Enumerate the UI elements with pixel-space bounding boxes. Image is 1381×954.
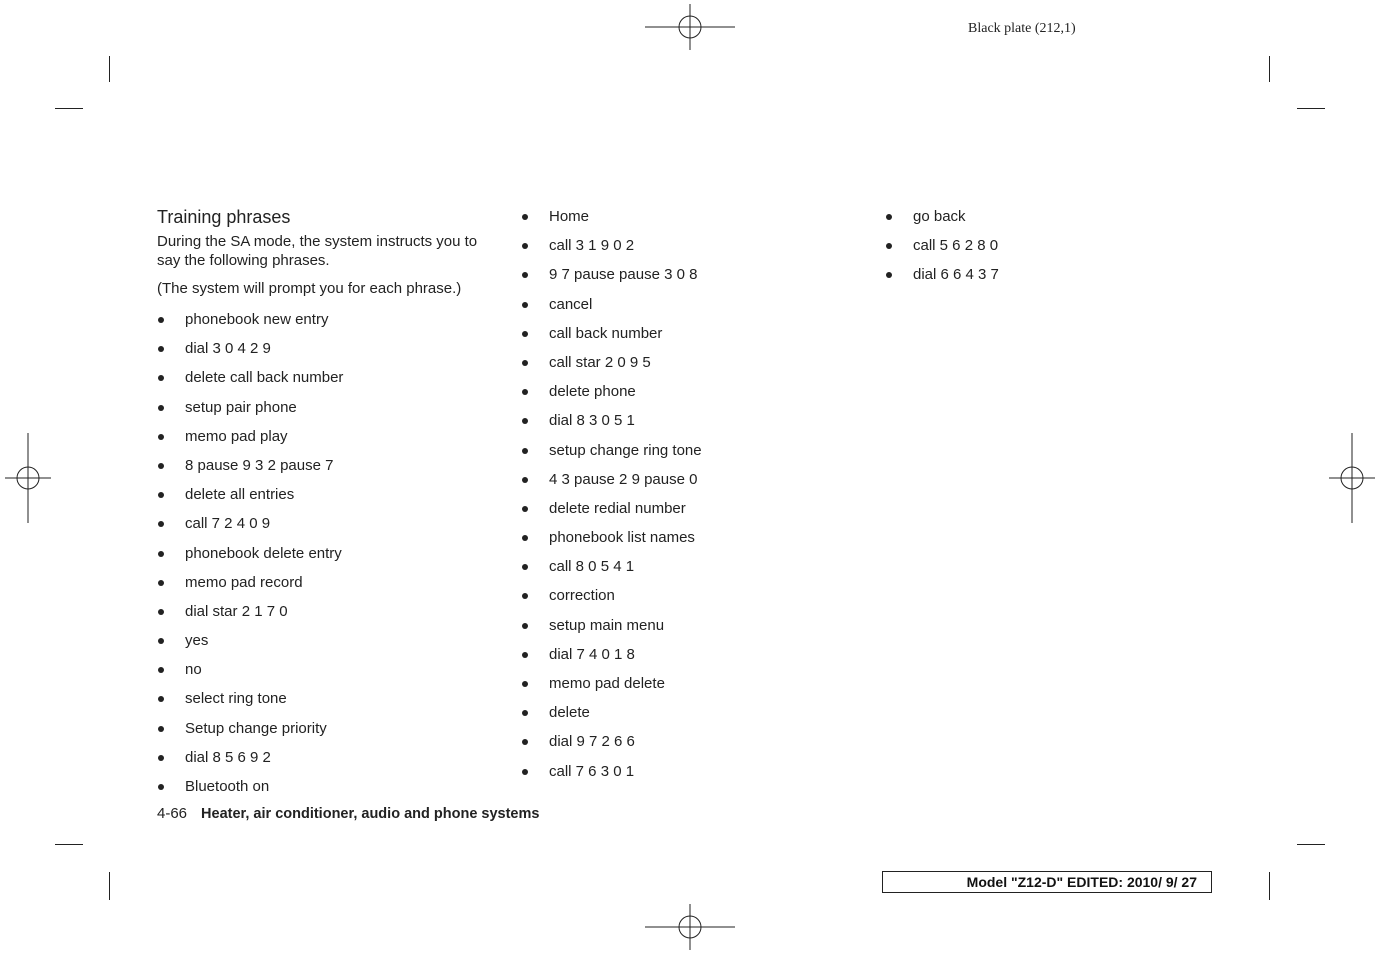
bullet-icon: [158, 551, 164, 557]
list-item: [521, 557, 702, 586]
phrase-text: delete all entries: [185, 486, 295, 504]
phrase-text: delete redial number: [549, 499, 686, 517]
crop-mark: [55, 108, 83, 109]
list-item: [157, 631, 343, 660]
phrase-list-column-1: [157, 310, 343, 806]
list-item: [157, 368, 343, 397]
phrase-text: call back number: [549, 324, 663, 342]
bullet-icon: [886, 214, 892, 220]
bullet-icon: [522, 360, 528, 366]
list-item: [157, 310, 343, 339]
list-item: [885, 265, 999, 294]
phrase-text: 8 pause 9 3 2 pause 7: [185, 456, 334, 474]
list-item: [157, 514, 343, 543]
bullet-icon: [522, 506, 528, 512]
registration-mark-icon: [1329, 433, 1375, 523]
phrase-text: dial 6 6 4 3 7: [913, 266, 999, 284]
phrase-text: phonebook delete entry: [185, 544, 342, 562]
phrase-text: memo pad record: [185, 573, 303, 591]
list-item: [157, 544, 343, 573]
phrase-text: delete: [549, 704, 590, 722]
phrase-text: Setup change priority: [185, 719, 327, 737]
list-item: [521, 324, 702, 353]
page-number: 4-66: [157, 805, 188, 822]
bullet-icon: [158, 434, 164, 440]
bullet-icon: [522, 302, 528, 308]
bullet-icon: [158, 405, 164, 411]
bullet-icon: [158, 346, 164, 352]
bullet-icon: [522, 535, 528, 541]
phrase-text: go back: [913, 208, 966, 225]
phrase-text: 4 3 pause 2 9 pause 0: [549, 470, 698, 488]
phrase-text: call 3 1 9 0 2: [549, 237, 635, 255]
bullet-icon: [522, 418, 528, 424]
list-item: [521, 470, 702, 499]
bullet-icon: [522, 710, 528, 716]
plate-label: Black plate (212,1): [968, 21, 1076, 36]
bullet-icon: [522, 769, 528, 775]
list-item: [521, 411, 702, 440]
phrase-list-column-3: [885, 207, 999, 295]
bullet-icon: [158, 726, 164, 732]
phrase-text: memo pad play: [185, 427, 288, 445]
bullet-icon: [522, 593, 528, 599]
bullet-icon: [158, 521, 164, 527]
phrase-text: call 7 2 4 0 9: [185, 515, 271, 533]
list-item: [521, 586, 702, 615]
list-item: [157, 485, 343, 514]
bullet-icon: [522, 272, 528, 278]
registration-mark-icon: [645, 4, 735, 50]
list-item: [521, 441, 702, 470]
phrase-text: dial 8 3 0 5 1: [549, 412, 635, 430]
list-item: [157, 719, 343, 748]
list-item: [157, 456, 343, 485]
bullet-icon: [886, 243, 892, 249]
list-item: [521, 236, 702, 265]
phrase-text: setup main menu: [549, 616, 665, 634]
bullet-icon: [158, 638, 164, 644]
list-item: [521, 762, 702, 791]
list-item: [157, 689, 343, 718]
bullet-icon: [522, 331, 528, 337]
section-heading: Training phrases: [157, 207, 291, 227]
list-item: [521, 265, 702, 294]
phrase-text: phonebook list names: [549, 529, 695, 547]
intro-paragraph: During the SA mode, the system instructs you to say the following phrases.: [157, 233, 478, 269]
phrase-text: select ring tone: [185, 690, 287, 708]
phrase-text: Home: [549, 208, 590, 225]
phrase-text: delete phone: [549, 383, 636, 401]
phrase-text: call star 2 0 9 5: [549, 353, 651, 371]
list-item: [157, 573, 343, 602]
bullet-icon: [158, 580, 164, 586]
registration-mark-icon: [645, 904, 735, 950]
list-item: [157, 602, 343, 631]
phrase-text: phonebook new entry: [185, 311, 329, 328]
crop-mark: [1269, 872, 1270, 900]
model-edited-box: Model "Z12-D" EDITED: 2010/ 9/ 27: [882, 871, 1212, 893]
list-item: [885, 207, 999, 236]
list-item: [157, 660, 343, 689]
list-item: [157, 398, 343, 427]
bullet-icon: [158, 667, 164, 673]
bullet-icon: [522, 623, 528, 629]
bullet-icon: [886, 272, 892, 278]
phrase-text: memo pad delete: [549, 675, 665, 692]
bullet-icon: [522, 564, 528, 570]
bullet-icon: [158, 609, 164, 615]
bullet-icon: [522, 214, 528, 220]
phrase-text: setup change ring tone: [549, 441, 702, 459]
list-item: [521, 207, 702, 236]
phrase-text: dial 9 7 2 6 6: [549, 733, 635, 751]
phrase-text: dial 8 5 6 9 2: [185, 748, 271, 766]
registration-mark-icon: [5, 433, 51, 523]
phrase-text: call 8 0 5 4 1: [549, 558, 635, 576]
phrase-list-column-2: [521, 207, 702, 791]
bullet-icon: [522, 652, 528, 658]
list-item: [521, 616, 702, 645]
bullet-icon: [158, 375, 164, 381]
bullet-icon: [522, 243, 528, 249]
list-item: [521, 382, 702, 411]
list-item: [157, 339, 343, 368]
phrase-text: dial star 2 1 7 0: [185, 602, 288, 620]
list-item: [521, 528, 702, 557]
list-item: [885, 236, 999, 265]
phrase-text: dial 3 0 4 2 9: [185, 340, 271, 358]
bullet-icon: [522, 739, 528, 745]
bullet-icon: [522, 448, 528, 454]
phrase-text: correction: [549, 587, 615, 605]
crop-mark: [55, 844, 83, 845]
bullet-icon: [158, 463, 164, 469]
phrase-text: call 5 6 2 8 0: [913, 237, 999, 255]
list-item: [521, 674, 702, 703]
phrase-text: setup pair phone: [185, 398, 297, 416]
list-item: [521, 353, 702, 382]
bullet-icon: [158, 317, 164, 323]
bullet-icon: [522, 389, 528, 395]
crop-mark: [1269, 56, 1270, 82]
list-item: [521, 703, 702, 732]
phrase-text: 9 7 pause pause 3 0 8: [549, 266, 698, 284]
phrase-text: no: [185, 661, 202, 679]
crop-mark: [109, 56, 110, 82]
prompt-note: (The system will prompt you for each phrase.): [157, 280, 462, 297]
page-footer: [157, 805, 539, 822]
phrase-text: Bluetooth on: [185, 778, 270, 795]
chapter-title: Heater, air conditioner, audio and phone systems: [201, 806, 540, 822]
phrase-text: cancel: [549, 295, 593, 313]
list-item: [521, 295, 702, 324]
bullet-icon: [522, 477, 528, 483]
phrase-text: call 7 6 3 0 1: [549, 762, 635, 780]
crop-mark: [109, 872, 110, 900]
bullet-icon: [158, 784, 164, 790]
phrase-text: yes: [185, 632, 209, 650]
list-item: [521, 645, 702, 674]
list-item: [157, 748, 343, 777]
phrase-text: dial 7 4 0 1 8: [549, 645, 635, 663]
list-item: [157, 427, 343, 456]
bullet-icon: [158, 492, 164, 498]
list-item: [521, 732, 702, 761]
crop-mark: [1297, 844, 1325, 845]
bullet-icon: [522, 681, 528, 687]
phrase-text: delete call back number: [185, 369, 344, 387]
list-item: [157, 777, 343, 806]
crop-mark: [1297, 108, 1325, 109]
list-item: [521, 499, 702, 528]
bullet-icon: [158, 755, 164, 761]
bullet-icon: [158, 696, 164, 702]
